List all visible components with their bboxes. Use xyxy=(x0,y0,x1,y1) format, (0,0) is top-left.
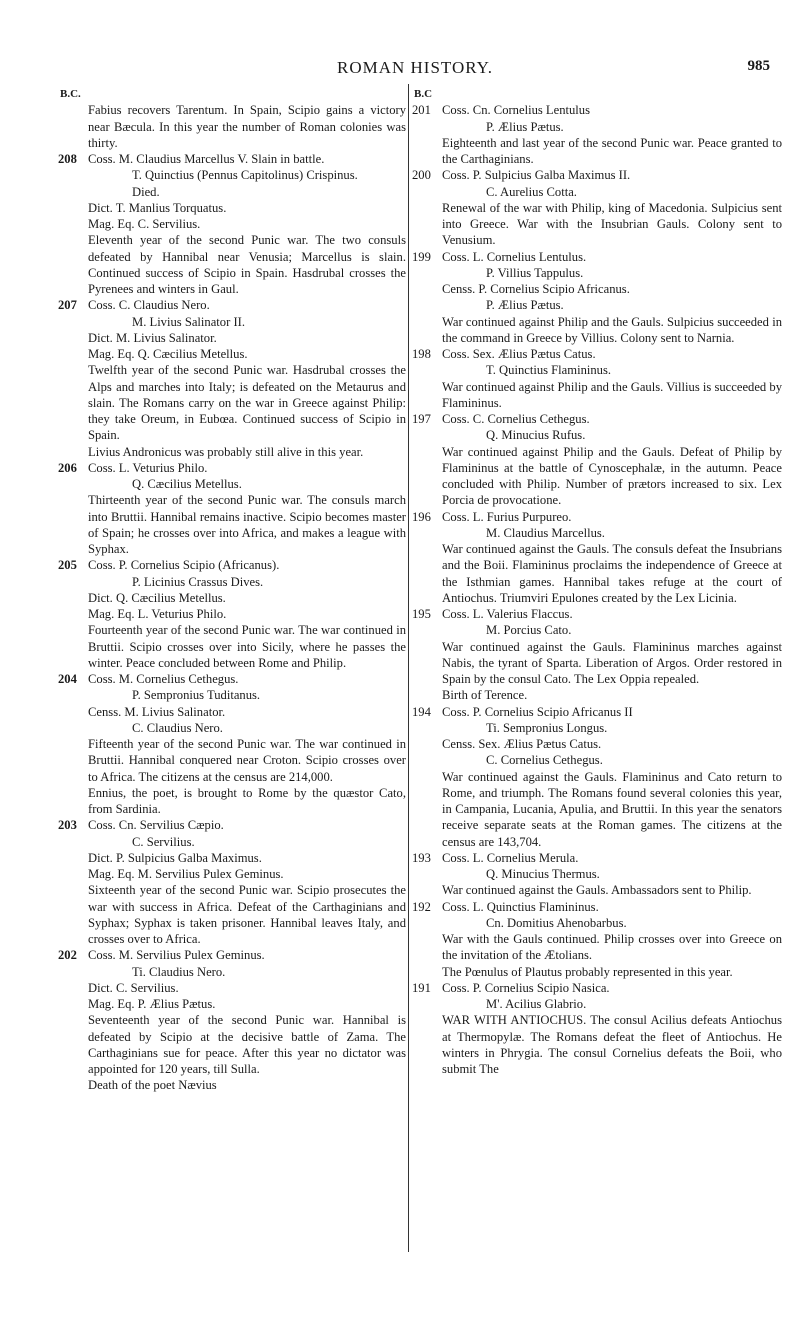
entry-text: Sixteenth year of the second Punic war. Scipio prosecutes the war with success in Africa. Defeat of the Carthaginians and Syphax; Syphax is taken prisoner. Hannibal leaves Italy, and crosses over to Africa. xyxy=(88,883,406,946)
entry-text: M. Porcius Cato. xyxy=(486,623,572,638)
entry-text: Dict. C. Servilius. xyxy=(88,980,179,995)
magistrate-line xyxy=(412,509,782,525)
chronicle-paragraph xyxy=(412,769,782,850)
entry-text: War continued against the Gauls. The consuls defeat the Insubrians and the Boii. Flamininus proclaims the independence of Greece at the Isthmian games. Hannibal takes refuge at the court of Antiochus. Triumviri Epulones created by the Lex Licinia. xyxy=(442,542,782,605)
magistrate-line xyxy=(58,346,406,362)
chronicle-paragraph xyxy=(58,1077,406,1093)
chronicle-paragraph xyxy=(412,379,782,412)
magistrate-line xyxy=(412,915,782,931)
entry-text: Livius Andronicus was probably still alive in this year. xyxy=(88,444,364,459)
entry-text: War continued against Philip and the Gauls. Villius is succeeded by Flamininus. xyxy=(442,379,782,410)
chronicle-paragraph xyxy=(412,639,782,688)
year-marker: 199 xyxy=(412,249,431,264)
chronicle-paragraph xyxy=(412,135,782,168)
entry-text: Coss. Cn. Servilius Cæpio. xyxy=(88,818,224,833)
entry-text: Mag. Eq. Q. Cæcilius Metellus. xyxy=(88,347,248,361)
magistrate-line xyxy=(58,297,406,313)
chronicle-paragraph xyxy=(58,444,406,460)
chronicle-paragraph xyxy=(412,882,782,898)
magistrate-line xyxy=(58,557,406,573)
entry-text: Eleventh year of the second Punic war. The two consuls defeated by Hannibal near Venusia; Marcellus is slain. Continued success of Scipio in Spain. Hasdrubal crosses the Pyrenees and winters in Gaul. xyxy=(88,233,406,296)
entry-text: Censs. Sex. Ælius Pætus Catus. xyxy=(442,737,602,751)
entry-text: Fourteenth year of the second Punic war. The war continued in Bruttii. Scipio crosses over into Sicily, where he passes the winter. Peace concluded between Rome and Philip. xyxy=(88,623,406,670)
entry-text: Dict. T. Manlius Torquatus. xyxy=(88,200,227,215)
entry-text: Q. Minucius Thermus. xyxy=(486,867,600,881)
magistrate-line xyxy=(58,460,406,476)
entry-text: Coss. M. Servilius Pulex Geminus. xyxy=(88,948,265,963)
chronicle-paragraph xyxy=(412,1012,782,1077)
year-marker: 203 xyxy=(58,818,77,833)
magistrate-line xyxy=(412,850,782,866)
magistrate-line xyxy=(412,249,782,265)
magistrate-line xyxy=(58,687,406,703)
magistrate-line xyxy=(412,996,782,1012)
year-marker: 192 xyxy=(412,899,431,914)
entry-text: WAR WITH ANTIOCHUS. The consul Acilius defeats Antiochus at Thermopylæ. The Romans defeat the fleet of Antiochus. He winters in Phrygia. The consul Cornelius defeats the Boii, who submit The xyxy=(442,1013,782,1076)
entry-text: M. Claudius Marcellus. xyxy=(486,525,605,540)
entry-text: War continued against the Gauls. Flamininus marches against Nabis, the tyrant of Sparta. Liberation of Argos. Order restored in Spain by the consul Cato. The Lex Oppia repealed. xyxy=(442,639,782,686)
entry-text: Dict. Q. Cæcilius Metellus. xyxy=(88,590,226,605)
entry-text: Coss. P. Sulpicius Galba Maximus II. xyxy=(442,168,631,183)
magistrate-line xyxy=(412,265,782,281)
entry-text: P. Licinius Crassus Dives. xyxy=(132,574,264,589)
chronicle-paragraph xyxy=(58,622,406,671)
entry-text: Coss. L. Cornelius Merula. xyxy=(442,850,579,865)
year-marker: 194 xyxy=(412,704,431,719)
year-marker: 200 xyxy=(412,168,431,183)
entry-text: Coss. P. Cornelius Scipio (Africanus). xyxy=(88,558,280,573)
magistrate-line xyxy=(58,996,406,1012)
entry-text: Mag. Eq. P. Ælius Pætus. xyxy=(88,997,216,1011)
entry-text: Coss. L. Cornelius Lentulus. xyxy=(442,249,587,264)
entry-text: Birth of Terence. xyxy=(442,688,528,703)
chronicle-paragraph xyxy=(412,314,782,347)
magistrate-line xyxy=(412,720,782,736)
entry-text: Renewal of the war with Philip, king of Macedonia. Sulpicius sent into Greece. War with the Insubrian Gauls. Colony sent to Venusium. xyxy=(442,200,782,248)
chronicle-paragraph xyxy=(58,882,406,947)
magistrate-line xyxy=(58,947,406,963)
year-marker: 198 xyxy=(412,347,431,361)
entry-text: Died. xyxy=(132,184,160,199)
magistrate-line xyxy=(58,964,406,980)
entry-text: Ennius, the poet, is brought to Rome by the quæstor Cato, from Sardinia. xyxy=(88,785,406,816)
entry-text: War with the Gauls continued. Philip crosses over into Greece on the invitation of the Ætolians. xyxy=(442,932,782,963)
magistrate-line xyxy=(412,899,782,915)
magistrate-line xyxy=(412,184,782,200)
entry-text: Q. Minucius Rufus. xyxy=(486,428,586,443)
entry-text: Coss. Cn. Cornelius Lentulus xyxy=(442,103,590,118)
chronicle-paragraph xyxy=(58,362,406,443)
entry-text: Twelfth year of the second Punic war. Hasdrubal crosses the Alps and marches into Italy; is defeated on the Metaurus and slain. The Romans carry on the war in Greece against Philip: they take Oreum, in Eubœa. Continued success of Scipio in Spain. xyxy=(88,363,406,443)
era-label: B.C xyxy=(414,88,433,100)
chronicle-paragraph xyxy=(412,541,782,606)
entry-text: M. Livius Salinator II. xyxy=(132,314,245,329)
magistrate-line xyxy=(412,281,782,297)
running-title: ROMAN HISTORY. xyxy=(336,58,494,77)
entry-text: Mag. Eq. C. Servilius. xyxy=(88,217,201,231)
entry-text: Censs. M. Livius Salinator. xyxy=(88,704,226,719)
year-marker: 207 xyxy=(58,298,77,313)
entry-text: C. Cornelius Cethegus. xyxy=(486,753,603,768)
entry-text: C. Servilius. xyxy=(132,834,195,849)
magistrate-line xyxy=(412,704,782,720)
entry-text: Coss. L. Furius Purpureo. xyxy=(442,509,572,524)
year-marker: 204 xyxy=(58,672,77,686)
magistrate-line xyxy=(58,866,406,882)
magistrate-line xyxy=(58,817,406,833)
magistrate-line xyxy=(58,476,406,492)
entry-text: T. Quinctius Flamininus. xyxy=(486,363,612,378)
entry-text: War continued against Philip and the Gauls. Defeat of Philip by Flamininus at the battle of Cynoscephalæ, in the autumn. Peace concluded with Philip. Number of prætors increased to six. Lex Porcia de provocatione. xyxy=(442,444,782,508)
magistrate-line xyxy=(412,297,782,313)
entry-text: P. Ælius Pætus. xyxy=(486,119,564,134)
entry-text: Coss. L. Veturius Philo. xyxy=(88,460,208,475)
year-marker: 208 xyxy=(58,152,77,166)
magistrate-line xyxy=(412,980,782,996)
magistrate-line xyxy=(58,314,406,330)
year-marker: 191 xyxy=(412,980,431,995)
entry-text: Fifteenth year of the second Punic war. The war continued in Bruttii. Hannibal conquered near Croton. Scipio crosses over to Africa. The citizens at the census are 214,000. xyxy=(88,737,406,784)
year-marker: 201 xyxy=(412,103,431,118)
magistrate-line xyxy=(412,167,782,183)
entry-text: Coss. C. Claudius Nero. xyxy=(88,298,210,313)
right-column xyxy=(412,86,782,1077)
entry-text: Ti. Sempronius Longus. xyxy=(486,720,608,735)
entry-text: War continued against the Gauls. Ambassadors sent to Philip. xyxy=(442,883,752,898)
entry-text: Eighteenth and last year of the second Punic war. Peace granted to the Carthaginians. xyxy=(442,135,782,166)
column-divider xyxy=(408,84,409,1252)
magistrate-line xyxy=(58,200,406,216)
entry-text: War continued against the Gauls. Flamininus and Cato return to Rome, and triumph. The Romans found several colonies this year, in Campania, Lucania, Apulia, and Bruttii. In this year the senators receive separate seats at the Roman games. The citizens at the census are 143,704. xyxy=(442,769,782,849)
entry-text: Thirteenth year of the second Punic war. The consuls march into Bruttii. Hannibal remains inactive. Scipio becomes master of Spain; he crosses over into Africa, and makes a league with Syphax. xyxy=(88,493,406,556)
entry-text: Ti. Claudius Nero. xyxy=(132,964,226,979)
year-marker: 193 xyxy=(412,850,431,865)
magistrate-line xyxy=(412,119,782,135)
magistrate-line xyxy=(412,427,782,443)
entry-text: Coss. M. Cornelius Cethegus. xyxy=(88,672,239,686)
magistrate-line xyxy=(58,850,406,866)
magistrate-line xyxy=(58,671,406,687)
entry-text: P. Villius Tappulus. xyxy=(486,265,584,280)
magistrate-line xyxy=(412,525,782,541)
entry-text: P. Sempronius Tuditanus. xyxy=(132,688,261,703)
magistrate-line xyxy=(58,590,406,606)
entry-text: Death of the poet Nævius xyxy=(88,1078,217,1093)
entry-text: Dict. P. Sulpicius Galba Maximus. xyxy=(88,850,262,865)
magistrate-line xyxy=(58,720,406,736)
chronicle-paragraph xyxy=(58,736,406,785)
magistrate-line xyxy=(58,980,406,996)
entry-text: C. Claudius Nero. xyxy=(132,720,223,735)
entry-text: Coss. P. Cornelius Scipio Nasica. xyxy=(442,980,610,995)
chronicle-paragraph xyxy=(412,444,782,509)
entry-text: Fabius recovers Tarentum. In Spain, Scipio gains a victory near Bæcula. In this year the number of Roman colonies was thirty. xyxy=(88,103,406,150)
magistrate-line xyxy=(58,574,406,590)
entry-text: War continued against Philip and the Gauls. Sulpicius succeeded in the command in Greece by Villius. Colony sent to Narnia. xyxy=(442,314,782,345)
entry-text: Mag. Eq. M. Servilius Pulex Geminus. xyxy=(88,867,284,881)
magistrate-line xyxy=(58,216,406,232)
entry-text: Coss. L. Valerius Flaccus. xyxy=(442,607,573,621)
magistrate-line xyxy=(58,606,406,622)
era-label: B.C. xyxy=(60,88,81,100)
entry-text: C. Aurelius Cotta. xyxy=(486,184,577,199)
entry-text: M'. Acilius Glabrio. xyxy=(486,997,587,1011)
entry-text: Dict. M. Livius Salinator. xyxy=(88,330,217,345)
year-marker: 196 xyxy=(412,509,431,524)
entry-text: Coss. P. Cornelius Scipio Africanus II xyxy=(442,704,633,719)
chronicle-paragraph xyxy=(412,687,782,703)
entry-text: Seventeenth year of the second Punic war. Hannibal is defeated by Scipio at the decisive battle of Zama. The Carthaginians sue for peace. After this year no dictator was appointed for 120 years, till Sulla. xyxy=(88,1013,406,1076)
entry-text: Coss. Sex. Ælius Pætus Catus. xyxy=(442,347,596,361)
year-marker: 197 xyxy=(412,412,431,426)
magistrate-line xyxy=(412,411,782,427)
magistrate-line xyxy=(58,330,406,346)
chronicle-paragraph xyxy=(412,200,782,249)
magistrate-line xyxy=(412,736,782,752)
year-marker: 195 xyxy=(412,607,431,621)
magistrate-line xyxy=(58,834,406,850)
magistrate-line xyxy=(412,102,782,118)
chronicle-paragraph xyxy=(58,785,406,818)
page-number: 985 xyxy=(747,58,770,74)
chronicle-paragraph xyxy=(412,964,782,980)
page-header xyxy=(60,58,770,82)
entry-text: T. Quinctius (Pennus Capitolinus) Crispinus. xyxy=(132,168,358,183)
entry-text: Cn. Domitius Ahenobarbus. xyxy=(486,915,627,930)
magistrate-line xyxy=(412,362,782,378)
year-marker: 206 xyxy=(58,460,77,475)
left-column xyxy=(58,86,406,1094)
chronicle-paragraph xyxy=(58,1012,406,1077)
entry-text: Coss. M. Claudius Marcellus V. Slain in battle. xyxy=(88,152,325,166)
chronicle-paragraph xyxy=(58,492,406,557)
year-marker: 205 xyxy=(58,558,77,573)
entry-text: Censs. P. Cornelius Scipio Africanus. xyxy=(442,282,630,296)
entry-text: Mag. Eq. L. Veturius Philo. xyxy=(88,607,227,621)
magistrate-line xyxy=(58,184,406,200)
magistrate-line xyxy=(412,866,782,882)
chronicle-paragraph xyxy=(58,232,406,297)
entry-text: Coss. C. Cornelius Cethegus. xyxy=(442,412,590,426)
magistrate-line xyxy=(58,704,406,720)
entry-text: P. Ælius Pætus. xyxy=(486,298,564,313)
magistrate-line xyxy=(412,622,782,638)
magistrate-line xyxy=(412,752,782,768)
entry-text: Coss. L. Quinctius Flamininus. xyxy=(442,899,599,914)
chronicle-paragraph xyxy=(412,931,782,964)
magistrate-line xyxy=(58,151,406,167)
entry-text: The Pœnulus of Plautus probably represented in this year. xyxy=(442,964,733,979)
magistrate-line xyxy=(412,606,782,622)
magistrate-line xyxy=(58,167,406,183)
chronicle-paragraph xyxy=(58,102,406,151)
year-marker: 202 xyxy=(58,948,77,963)
entry-text: Q. Cæcilius Metellus. xyxy=(132,477,242,491)
magistrate-line xyxy=(412,346,782,362)
